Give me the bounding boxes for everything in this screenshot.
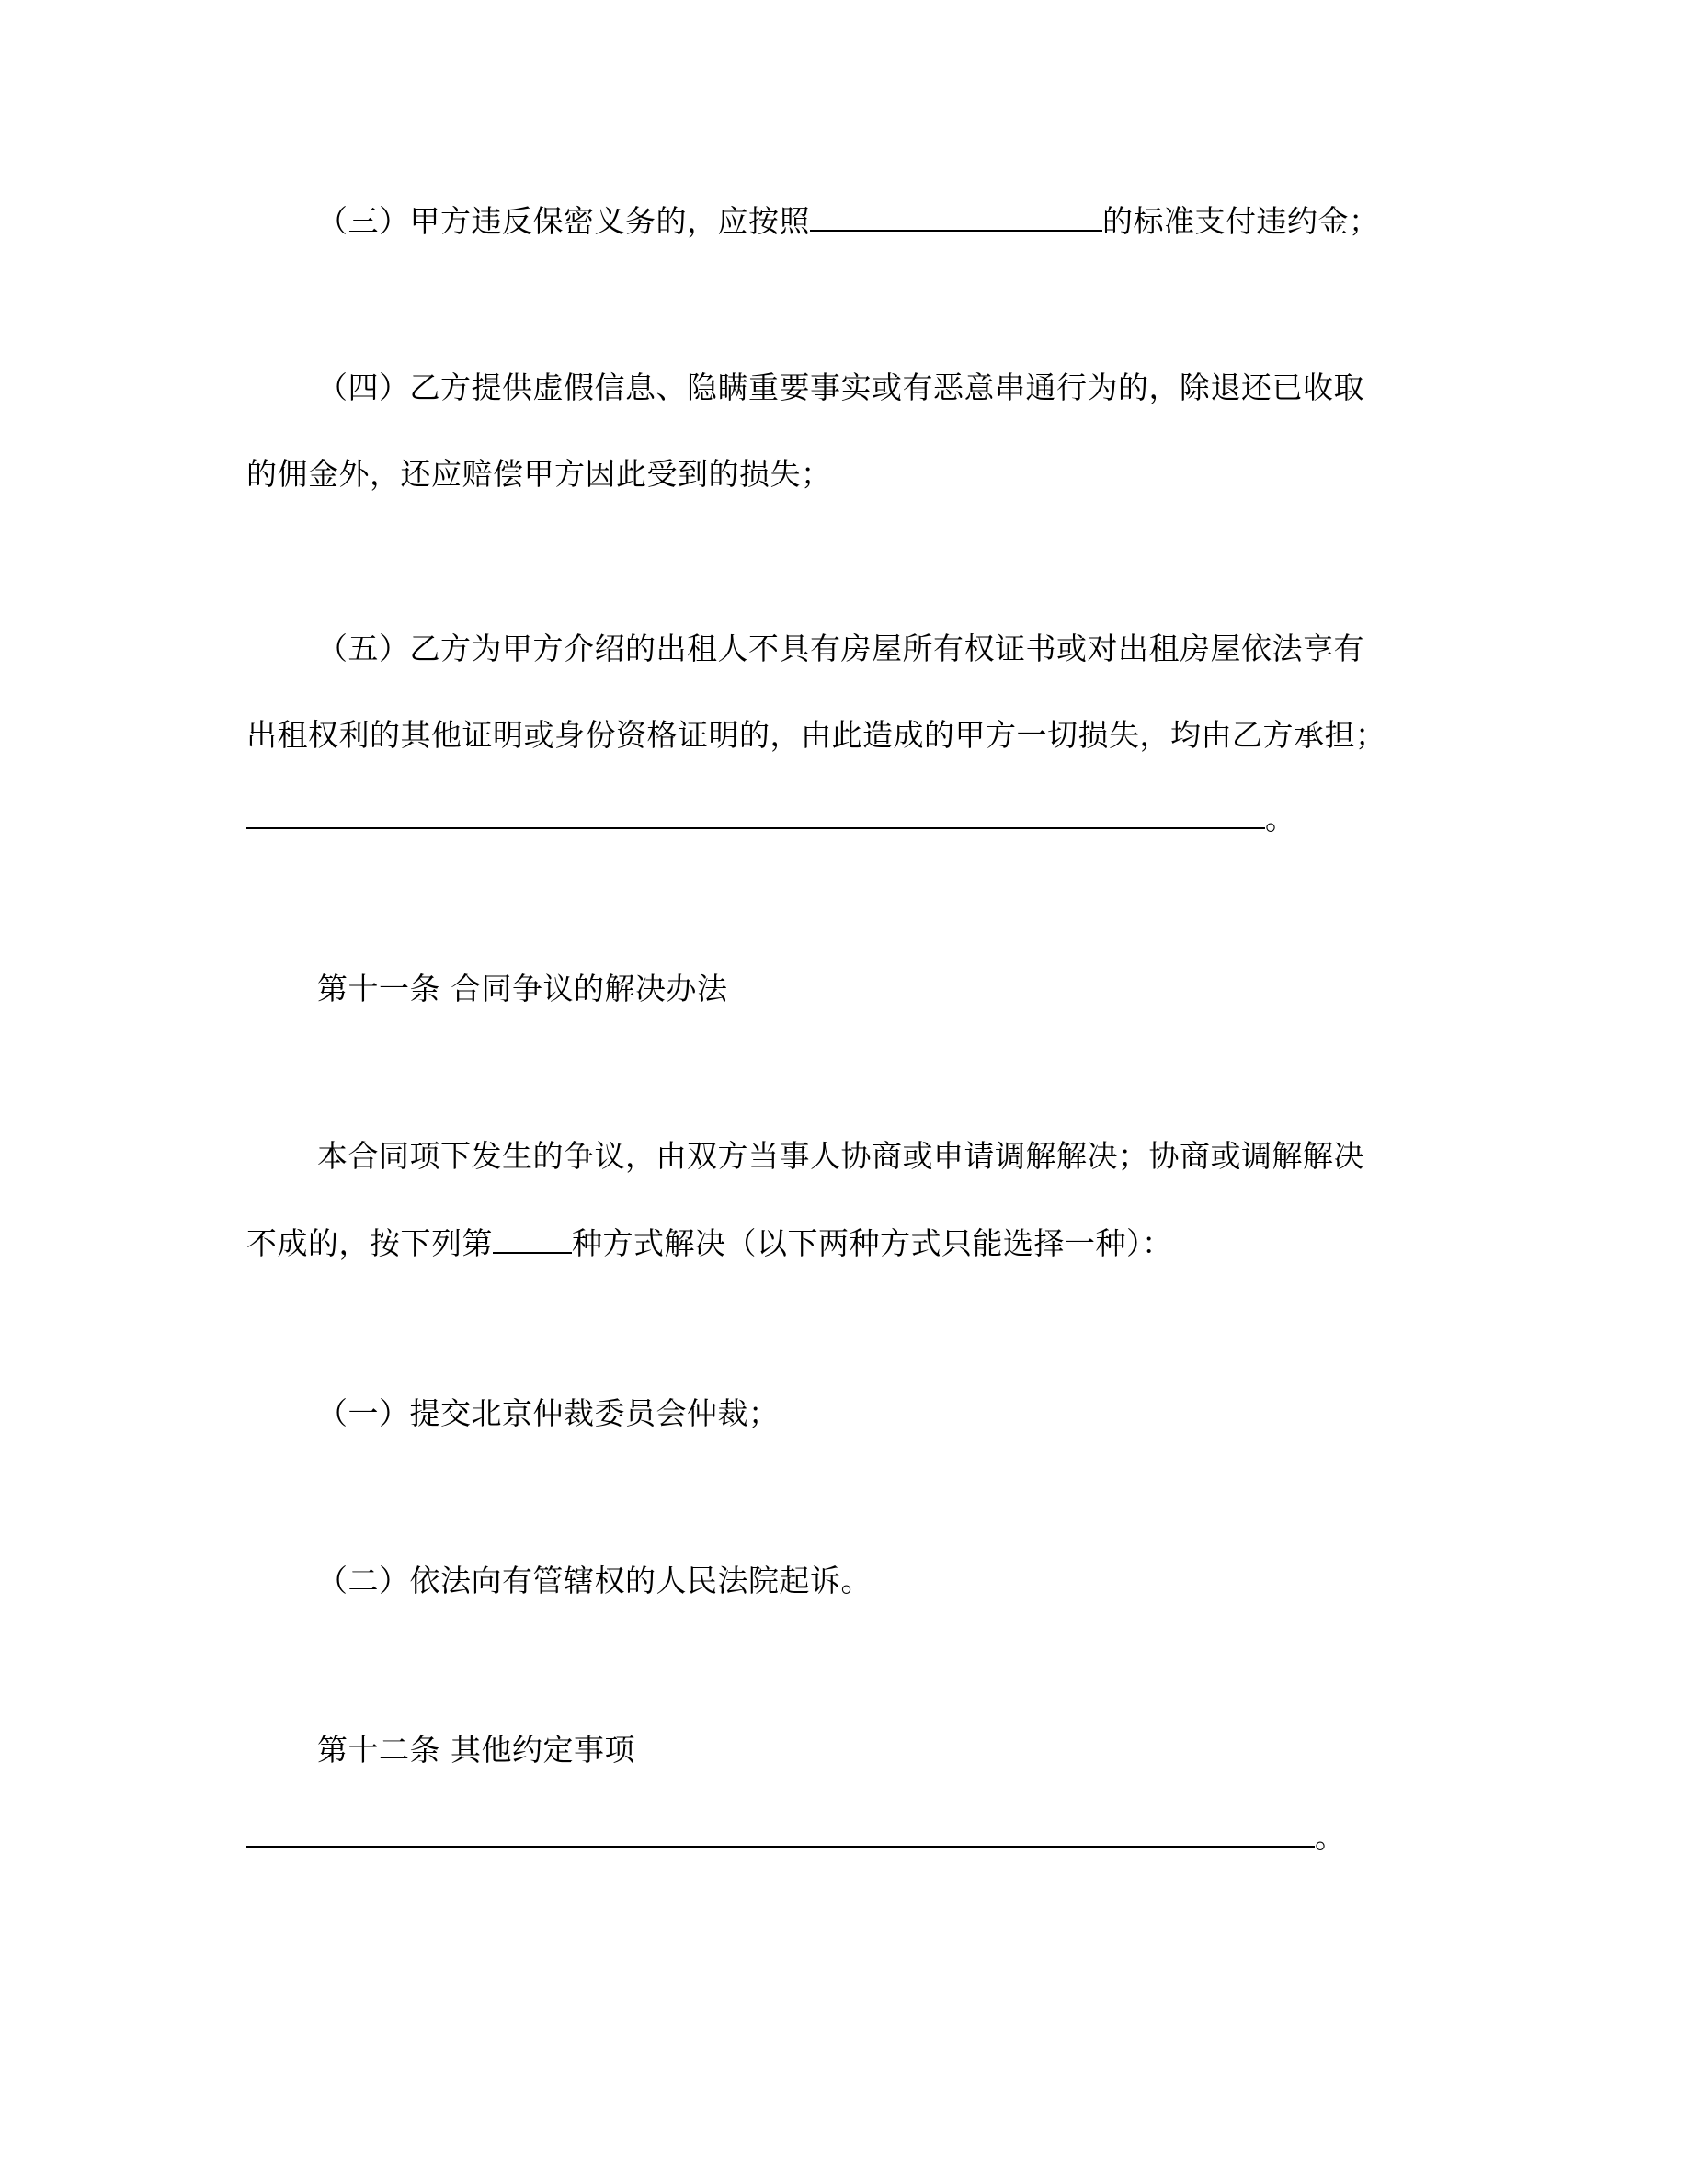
penalty-standard-blank[interactable] <box>810 202 1102 232</box>
article-12-end-mark: 。 <box>1315 1819 1346 1855</box>
article-12-blank-line <box>246 1818 1346 1856</box>
clause-3-suffix: 的标准支付违约金； <box>1102 203 1380 239</box>
clause-4-line-1: （四）乙方提供虚假信息、隐瞒重要事实或有恶意串通行为的，除退还已收取 <box>317 370 1364 405</box>
clause-5-line-1: （五）乙方为甲方介绍的出租人不具有房屋所有权证书或对出租房屋依法享有 <box>317 631 1364 666</box>
option-arbitration: （一）提交北京仲裁委员会仲裁； <box>317 1395 780 1431</box>
option-court: （二）依法向有管辖权的人民法院起诉。 <box>317 1563 872 1598</box>
article-11-line-2-prefix: 不成的，按下列第 <box>246 1225 493 1261</box>
article-11-line-2 <box>246 1224 1173 1262</box>
clause-5-line-2: 出租权利的其他证明或身份资格证明的，由此造成的甲方一切损失，均由乙方承担； <box>246 717 1386 753</box>
dispute-method-blank[interactable] <box>493 1224 572 1254</box>
article-12-heading: 第十二条 其他约定事项 <box>317 1732 635 1768</box>
article-11-line-2-suffix: 种方式解决（以下两种方式只能选择一种）： <box>572 1225 1173 1261</box>
clause-5-extra-blank[interactable] <box>246 800 1265 829</box>
clause-5-line-3 <box>246 800 1296 837</box>
clause-4-line-2: 的佣金外，还应赔偿甲方因此受到的损失； <box>246 456 832 492</box>
article-11-heading: 第十一条 合同争议的解决办法 <box>317 971 728 1007</box>
article-11-line-1: 本合同项下发生的争议，由双方当事人协商或申请调解解决；协商或调解解决 <box>317 1138 1364 1174</box>
other-matters-blank[interactable] <box>246 1818 1315 1848</box>
clause-5-end-mark: 。 <box>1265 801 1296 836</box>
clause-3-prefix: （三）甲方违反保密义务的，应按照 <box>317 203 810 239</box>
clause-3 <box>317 202 1380 240</box>
